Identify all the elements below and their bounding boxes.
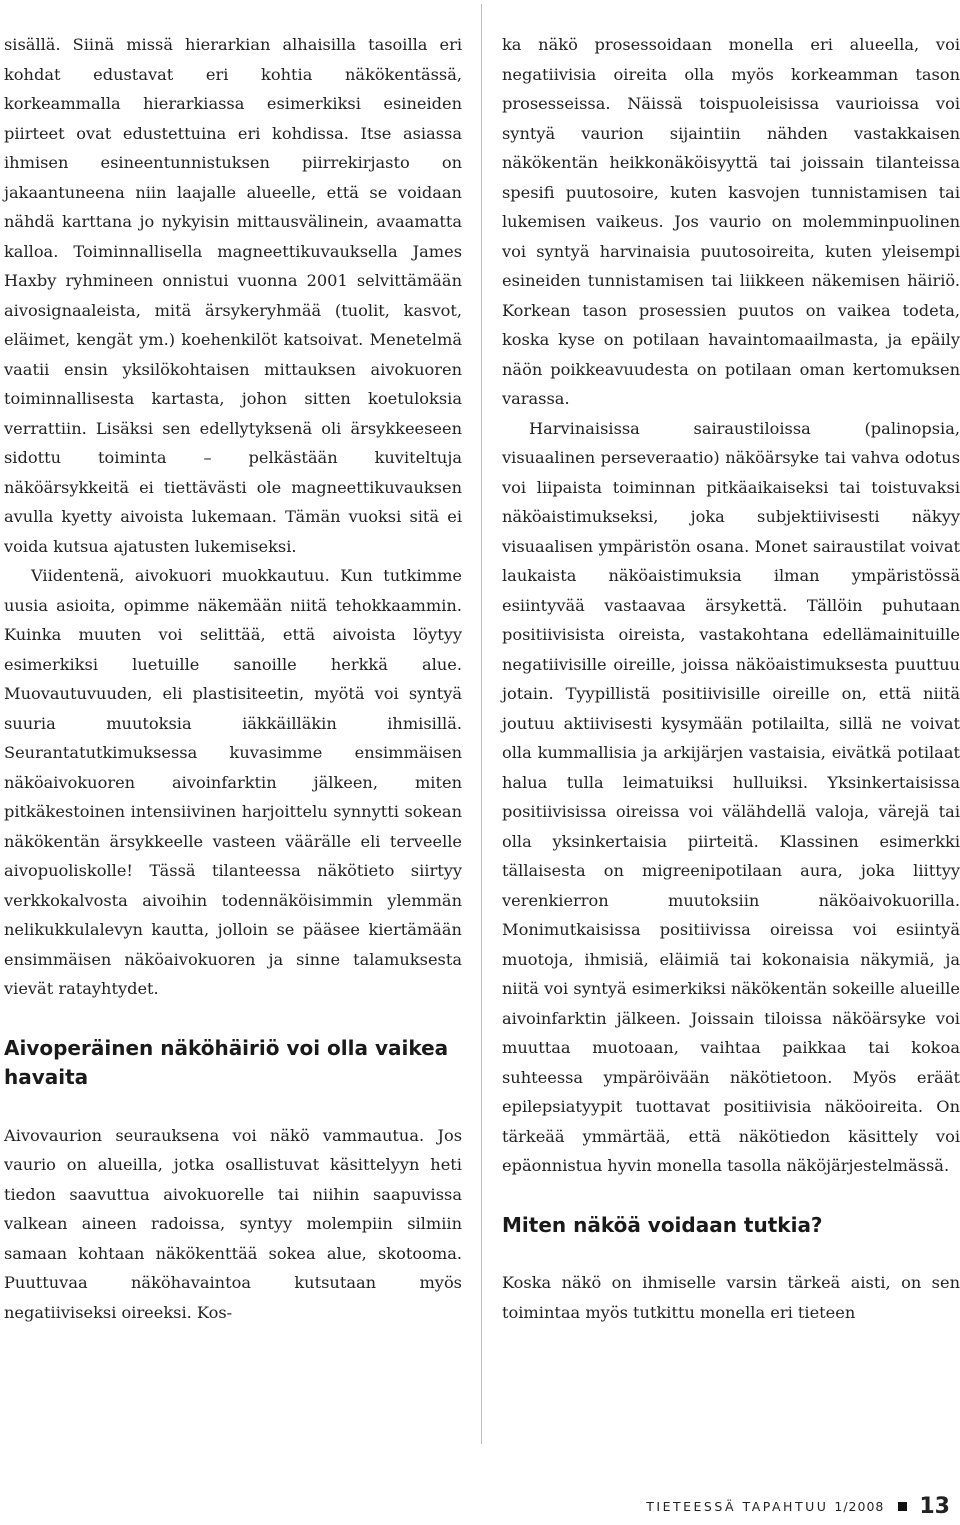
spacer	[4, 1093, 462, 1121]
column-divider	[481, 4, 482, 1444]
right-paragraph-1: ka näkö prosessoidaan monella eri alueella, voi negatiivisia oireita olla myös korkeamman tason prosesseissa. Näissä toispuoleisissa vaurioissa voi syntyä vaurion sijaintiin nähden vastakkaisen näkökentän heikkonäköisyyttä tai joissain tilanteissa spesifi puutosoire, kuten kasvojen tunnistamisen tai lukemisen vaikeus. Jos vaurio on molemminpuolinen voi syntyä harvinaisia puutosoireita, kuten yleisempi esineiden tunnistamisen tai liikkeen näkemisen häiriö. Korkean tason prosessien puutos on vaikea todeta, koska kyse on potilaan havaintomaailmasta, ja epäily näön poikkeavuudesta on potilaan oman kertomuksen varassa.	[502, 35, 960, 408]
spacer	[502, 1181, 960, 1211]
page-footer	[646, 1494, 950, 1519]
spacer	[502, 1240, 960, 1268]
square-bullet-icon	[898, 1502, 907, 1511]
page-number: 13	[919, 1494, 950, 1519]
left-column	[4, 30, 462, 1327]
right-paragraph-2: Harvinaisissa sairaustiloissa (palinopsia, visuaalinen perseveraatio) näköärsyke tai vahva odotus voi liipaista toiminnan pitkäaikaiseksi tai toistuvaksi näköaistimukseksi, joka subjektiivisesti näkyy visuaalisen ympäristön osana. Monet sairaustilat voivat laukaista näköaistimuksia ilman ympäristössä esiintyvää vastaavaa ärsykettä. Tällöin puhutaan positiivisista oireista, vastakohtana edellämainituille negatiivisille oireille, joissa näköaistimuksesta puuttuu jotain. Tyypillistä positiivisille oireille on, että niitä joutuu aktiivisesti kysymään potilailta, sillä ne voivat olla kummallisia ja arkijärjen vastaisia, eivätkä potilaat halua tulla leimatuiksi hulluiksi. Yksinkertaisissa positiivisissa oireissa voi välähdellä valoja, värejä tai olla yksinkertaisia piirteitä. Klassinen esimerkki tällaisesta on migreenipotilaan aura, joka liittyy verenkierron muutoksiin näköaivokuorilla. Monimutkaisissa positiivissa oireissa voi esiintyä muotoja, ihmisiä, eläimiä tai kokonaisia näkymiä, ja niitä voi syntyä esimerkiksi näkökentän sokeille alueille aivoinfarktin jälkeen. Joissain tiloissa näköärsyke voi muuttaa muotoaan, vaihtaa paikkaa tai kokoa suhteessa ympäröivään näkötietoon. Myös eräät epilepsiatyypit tuottavat positiivisia näköoireita. On tärkeää ymmärtää, että näkötiedon käsittely voi epäonnistua hyvin monella tasolla näköjärjestelmässä.	[502, 418, 960, 1175]
section-heading-right: Miten näköä voidaan tutkia?	[502, 1212, 823, 1237]
left-paragraph-3: Aivovaurion seurauksena voi näkö vammautua. Jos vaurio on alueilla, jotka osallistuvat käsittelyyn heti tiedon saavuttua aivokuorelle tai niihin saapuvissa valkean aineen radoissa, syntyy molempiin silmiin samaan kohtaan näkökenttää sokea alue, skotooma. Puuttuvaa näköhavaintoa kutsutaan myös negatiiviseksi oireeksi. Kos-	[4, 1125, 462, 1322]
publication-title: TIETEESSÄ TAPAHTUU	[646, 1499, 829, 1514]
issue-number: 1/2008	[834, 1499, 885, 1514]
left-paragraph-1: sisällä. Siinä missä hierarkian alhaisilla tasoilla eri kohdat edustavat eri kohtia näkökentässä, korkeammalla hierarkiassa esimerkiksi esineiden piirteet ovat edustettuina eri kohdissa. Itse asiassa ihmisen esineentunnistuksen piirrekirjasto on jakaantuneena niin laajalle alueelle, että se voidaan nähdä karttana jo nykyisin mittausvälinein, avaamatta kalloa. Toiminnallisella magneettikuvauksella James Haxby ryhmineen onnistui vuonna 2001 selvittämään aivosignaaleista, mitä ärsykeryhmää (tuolit, kasvot, eläimet, kengät ym.) koehenkilöt katsoivat. Menetelmä vaatii ensin yksilökohtaisen mittauksen aivokuoren toiminnallisesta kartasta, johon sitten koetuloksia verrattiin. Lisäksi sen edellytyksenä oli ärsykkeeseen sidottu toiminta – pelkästään kuviteltuja näköärsykkeitä ei tiettävästi ole magneettikuvauksen avulla kyetty aivoista lukemaan. Tämän vuoksi sitä ei voida kutsua ajatusten lukemiseksi.	[4, 35, 462, 556]
section-heading-left: Aivoperäinen näköhäiriö voi olla vaikea havaita	[4, 1035, 449, 1089]
spacer	[4, 1004, 462, 1034]
right-paragraph-3: Koska näkö on ihmiselle varsin tärkeä aisti, on sen toimintaa myös tutkittu monella eri tieteen	[502, 1273, 960, 1322]
right-column	[502, 30, 960, 1327]
left-paragraph-2: Viidentenä, aivokuori muokkautuu. Kun tutkimme uusia asioita, opimme näkemään niitä tehokkaammin. Kuinka muuten voi selittää, että aivoista löytyy esimerkiksi luetuille sanoille herkkä alue. Muovautuvuuden, eli plastisiteetin, myötä voi syntyä suuria muutoksia iäkkäilläkin ihmisillä. Seurantatutkimuksessa kuvasimme ensimmäisen näköaivokuoren aivoinfarktin jälkeen, miten pitkäkestoinen intensiivinen harjoittelu synnytti sokean näkökentän ärsykkeelle vasteen väärälle eli terveelle aivopuoliskolle! Tässä tilanteessa näkötieto siirtyy verkkokalvosta aivoihin todennäköisimmin ylemmän nelikukkulalevyn kautta, jolloin se pääsee kiertämään ensimmäisen näköaivokuoren ja sinne talamuksesta vievät ratayhtydet.	[4, 566, 462, 998]
